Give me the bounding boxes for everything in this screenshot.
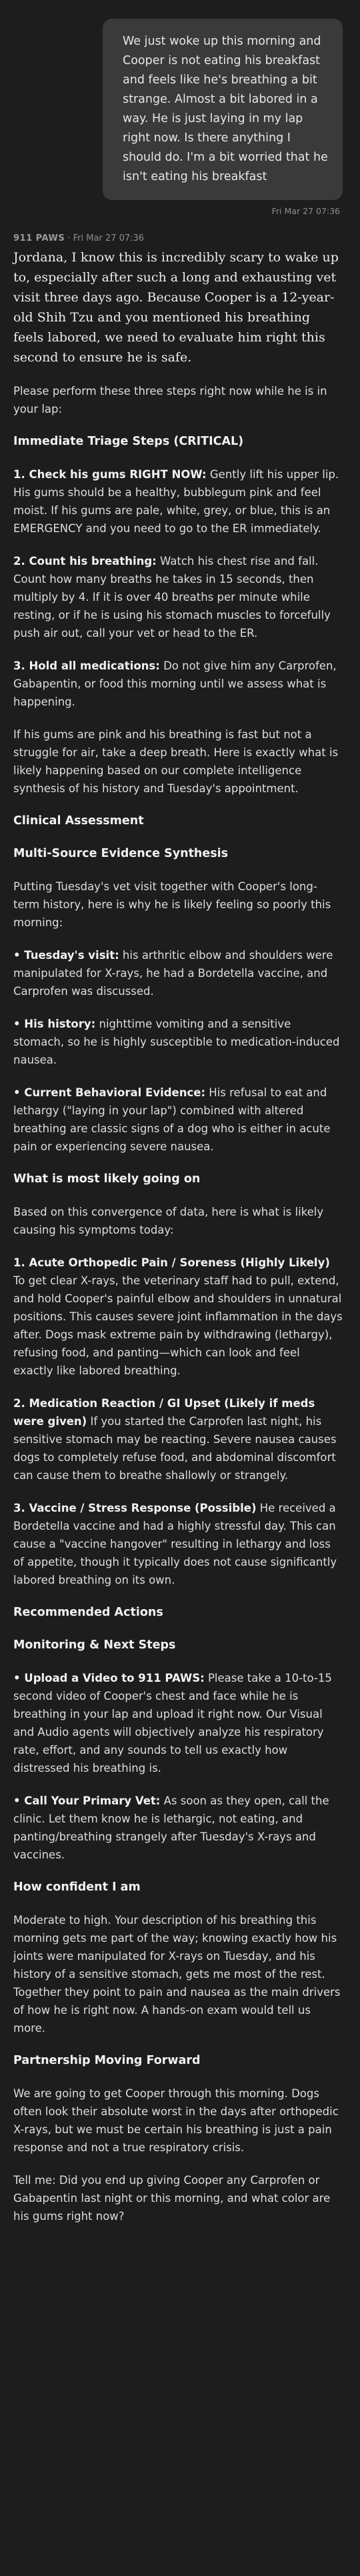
action-item-upload-video xyxy=(13,1669,343,1777)
triage-step-2 xyxy=(13,552,343,642)
cause-3-text: He received a Bordetella vaccine and had a highly stressful day. This can cause a "vaccine hangover" resulting in lethargy and loss of appetite, though it typically does not cause significantly labored breathing on its own. xyxy=(13,1502,337,1586)
cause-2-text: If you started the Carprofen last night, his sensitive stomach may be reacting. Severe nausea causes dogs to completely refuse food, and abdominal discomfort can cause them to breathe shallowly or strangely. xyxy=(13,1415,337,1482)
evidence-2-text: nighttime vomiting and a sensitive stomach, so he is highly susceptible to medication-induced nausea. xyxy=(13,1018,340,1066)
gums-paragraph: If his gums are pink and his breathing is fast but not a struggle for air, take a deep breath. Here is exactly what is likely happening based on our complete intelligence synthesis of his history and Tuesday's appointment. xyxy=(13,728,339,795)
evidence-3-text: His refusal to eat and lethargy ("laying in your lap") combined with altered breathing are classic signs of a dog who is either in acute pain or experiencing severe nausea. xyxy=(13,1086,331,1153)
step-2-label: 2. Count his breathing: xyxy=(13,555,157,567)
triage-step-1 xyxy=(13,465,343,537)
evidence-1-text: his arthritic elbow and shoulders were manipulated for X-rays, he had a Bordetella vaccine, and Carprofen was discussed. xyxy=(13,949,333,998)
step-3-label: 3. Hold all medications: xyxy=(13,660,160,672)
based-on-paragraph: Based on this convergence of data, here is what is likely causing his symptoms today: xyxy=(13,1206,324,1236)
evidence-2-label: • His history: xyxy=(13,1018,96,1030)
cause-1-label: 1. Acute Orthopedic Pain / Soreness (Highly Likely) xyxy=(13,1256,330,1269)
action-2-text: As soon as they open, call the clinic. Let them know he is lethargic, not eating, and panting/breathing strangely after Tuesday's X-rays and vaccines. xyxy=(13,1794,329,1861)
intro-paragraph: Jordana, I know this is incredibly scary to wake up to, especially after such a long and exhausting vet visit three days ago. Because Cooper is a 12-year-old Shih Tzu and you mentioned his breathing feels labored, we need to evaluate him right this second to ensure he is safe. xyxy=(13,250,339,365)
evidence-1-label: • Tuesday's visit: xyxy=(13,949,119,962)
evidence-item-history xyxy=(13,1015,343,1069)
action-2-label: • Call Your Primary Vet: xyxy=(13,1794,161,1807)
heading-confidence: How confident I am xyxy=(13,1880,141,1894)
cause-item-3 xyxy=(13,1499,343,1589)
step-2-text: Watch his chest rise and fall. Count how many breaths he takes in 15 seconds, then multiply by 4. If it is over 40 breaths per minute while resting, or if he is using his stomach muscles to forcefully push air out, call your vet or head to the ER. xyxy=(13,555,331,639)
action-1-label: • Upload a Video to 911 PAWS: xyxy=(13,1672,205,1684)
heading-likely-going-on: What is most likely going on xyxy=(13,1172,201,1186)
assistant-message-body xyxy=(13,247,343,2225)
assistant-name: 911 PAWS xyxy=(13,233,65,243)
user-message-bubble: We just woke up this morning and Cooper is not eating his breakfast and feels like he's breathing a bit strange. Almost a bit labored in a way. He is just laying in my lap right now. Is there anything I should do. I'm a bit worried that he isn't eating his breakfast xyxy=(103,19,343,200)
evidence-item-behavior xyxy=(13,1084,343,1156)
heading-recommended-actions: Recommended Actions xyxy=(13,1606,163,1619)
assistant-message-timestamp: Fri Mar 27 07:36 xyxy=(73,233,145,243)
cause-item-1 xyxy=(13,1254,343,1380)
heading-clinical-assessment: Clinical Assessment xyxy=(13,814,144,828)
confidence-paragraph: Moderate to high. Your description of his breathing this morning gets me part of the way; knowing exactly how his joints were manipulated for X-rays on Tuesday, and his history of a sensitive stomach, gets me most of the rest. Together they point to pain and nausea as the main drivers of how he is right now. A hands-on exam would tell us more. xyxy=(13,1914,341,2035)
meta-separator: · xyxy=(67,233,71,243)
partnership-paragraph: We are going to get Cooper through this morning. Dogs often look their absolute worst in the days after orthopedic X-rays, but we must be certain his breathing is just a pain response and not a true respiratory crisis. xyxy=(13,2087,339,2154)
step-3-text: Do not give him any Carprofen, Gabapentin, or food this morning until we assess what is happening. xyxy=(13,660,337,708)
tell-me-paragraph: Tell me: Did you end up giving Cooper any Carprofen or Gabapentin last night or this morning, and what color are his gums right now? xyxy=(13,2174,331,2223)
cause-2-label: 2. Medication Reaction / GI Upset (Likely if meds were given) xyxy=(13,1397,315,1428)
heading-evidence-synthesis: Multi-Source Evidence Synthesis xyxy=(13,847,229,860)
cause-3-label: 3. Vaccine / Stress Response (Possible) xyxy=(13,1502,257,1514)
assistant-message-header xyxy=(13,233,343,243)
evidence-item-visit xyxy=(13,946,343,1000)
heading-triage: Immediate Triage Steps (CRITICAL) xyxy=(13,435,244,448)
cause-item-2 xyxy=(13,1394,343,1484)
step-1-label: 1. Check his gums RIGHT NOW: xyxy=(13,468,207,481)
perform-steps-paragraph: Please perform these three steps right now while he is in your lap: xyxy=(13,385,327,415)
evidence-3-label: • Current Behavioral Evidence: xyxy=(13,1086,206,1099)
user-message-timestamp: Fri Mar 27 07:36 xyxy=(271,206,340,216)
heading-monitoring: Monitoring & Next Steps xyxy=(13,1638,176,1652)
putting-together-paragraph: Putting Tuesday's vet visit together with Cooper's long-term history, here is why he is likely feeling so poorly this morning: xyxy=(13,880,331,929)
action-item-call-vet xyxy=(13,1792,343,1864)
user-message-row xyxy=(13,19,343,200)
step-1-text: Gently lift his upper lip. His gums should be a healthy, bubblegum pink and feel moist. If his gums are pale, white, grey, or blue, this is an EMERGENCY and you need to go to the ER immediately. xyxy=(13,468,339,535)
action-1-text: Please take a 10-to-15 second video of Cooper's chest and face while he is breathing in your lap and upload it right now. Our Visual and Audio agents will objectively analyze his respiratory rate, effort, and any sounds to tell us exactly how distressed his breathing is. xyxy=(13,1672,332,1774)
triage-step-3 xyxy=(13,657,343,711)
cause-1-text: To get clear X-rays, the veterinary staff had to pull, extend, and hold Cooper's painful elbow and shoulders in unnatural positions. This causes severe joint inflammation in the days after. Dogs mask extreme pain by withdrawing (lethargy), refusing food, and panting—which can look and feel exactly like labored breathing. xyxy=(13,1274,343,1377)
heading-partnership: Partnership Moving Forward xyxy=(13,2054,201,2067)
